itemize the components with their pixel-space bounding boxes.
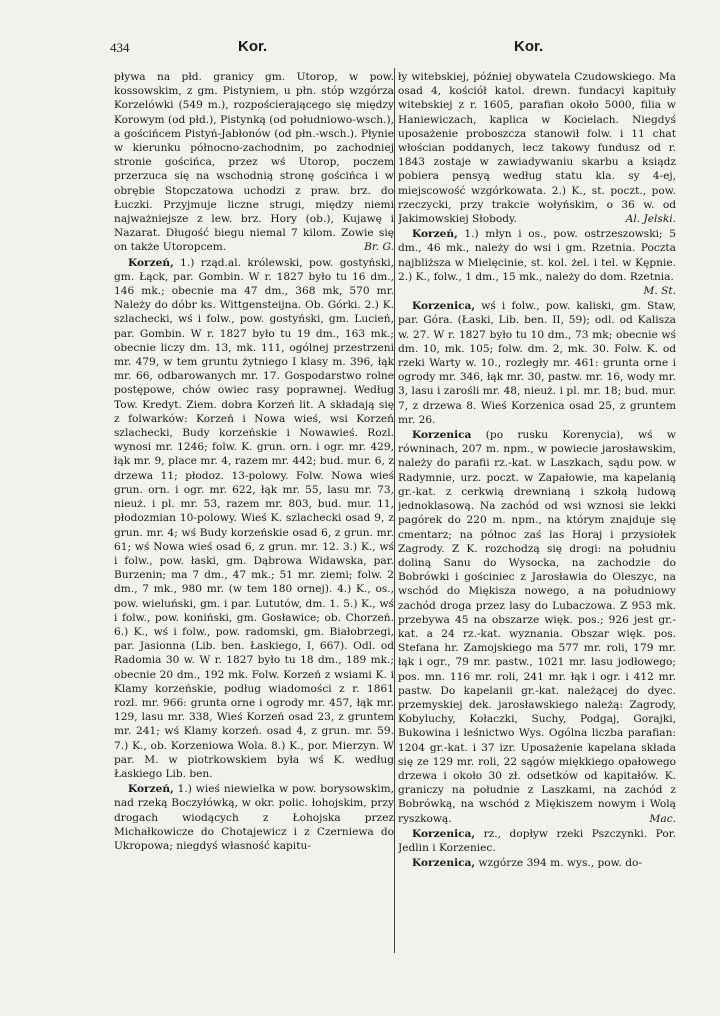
entry-text: (po rusku Korenycia), wś w równinach, 207 m. npm., w powiecie jarosławskim, należy do parafii rz.-kat. w Laszkach, sądu pow. w Radymnie, urz. poczt. w Zapałowie, ma kapelanią gr.-kat. z cerkwią drewnianą i szkołą ludową jednoklasową. Na zachód od wsi wznosi sie lekki pagórek do 220 m. npm., na którym znajduje się cmentarz; na północ zaś las Horaj i przysiołek Zagrody. Z K. rozchodzą się drogi: na południu doliną Sanu do Wysocka, na zachodzie do Bobrówki i gościniec z Jarosławia do Oleszyc, na wschód do Miękisza nowego, a na południowy zachód droga przez lasy do Lubaczowa. Z 953 mk. przebywa 45 na obszarze więk. pos.; 926 jest gr.-kat. a 24 rz.-kat. wyznania. Obszar więk. pos. Stefana hr. Zamojskiego ma 577 mr. roli, 179 mr. łąk i ogr., 79 mr. pastw., 1021 mr. lasu jodłowego; pos. mn. 116 mr. roli, 241 mr. łąk i ogr. i 412 mr. pastw. Do kapelanii gr.-kat. należącej do dyec. przemyskiej dek. jarosławskiego należą: Zagrody, Kobyluchy, Kołaczki, Suchy, Podgaj, Gorajki, Bukowina i leśnictwo Wys. Ogólna liczba parafian: 1204 gr.-kat. i 37 izr. Uposażenie kapelana składa się ze 129 mr. roli, 22 sągów miękkiego opałowego drzewa i około 30 zł. odsetków od kapitałów. K. graniczy na południe z Laszkami, na zachód z Bobrówką, na wschód z Miękiszem nowym i Wolą ryszkową.: [398, 429, 676, 825]
right-column: [398, 70, 676, 955]
dictionary-entry: [398, 856, 676, 870]
entry-text: 1.) młyn i os., pow. ostrzeszowski; 5 dm., 46 mk., należy do wsi i gm. Rzetnia. Poczta najbliższa w Mielęcinie, st. kol. żel. i tel. w Kępnie. 2.) K., folw., 1 dm., 15 mk., należy do dom. Rzetnia.: [398, 228, 676, 283]
entry-text: rz., dopływ rzeki Pszczynki. Por. Jedlin i Korzeniec.: [398, 827, 676, 854]
author-signature: M. St.: [643, 285, 676, 298]
entry-text: 1.) rząd.al. królewski, pow. gostyński, gm. Łąck, par. Gombin. W r. 1827 było tu 16 dm., 146 mk.; obecnie ma 47 dm., 368 mk, 570 mr. Należy do dóbr ks. Wittgensteijna. Ob. Górki. 2.) K. szlachecki, wś i folw., pow. gostyński, gm. Lucień, par. Gombin. W r. 1827 było tu 19 dm., 163 mk.; obecnie liczy dm. 13, mk. 111, ogólnej przestrzeni mr. 479, w tem gruntu żytniego I klasy m. 396, łąk mr. 66, odbarowanych mr. 17. Gospodarstwo rolne postępowe, chów owiec rasy poprawnej. Według Tow. Kredyt. Ziem. dobra Korzeń lit. A składają się z folwarków: Korzeń i Nowa wieś, wsi Korzeń szlachecki, Budy korzeńskie i Nowawieś. Rozl. wynosi mr. 1246; folw. K. grun. orn. i ogr. mr. 429, łąk mr. 9, place mr. 4, razem mr. 442; bud. mur. 6, z drzewa 11; płodoz. 13-polowy. Folw. Nowa wieś grun. orn. i ogr. mr. 622, łąk mr. 55, lasu mr. 73, nieuż. i pl. mr. 53, razem mr. 803, bud. mur. 11, płodozmian 10-polowy. Wieś K. szlachecki osad 9, z grun. mr. 4; wś Budy korzeńskie osad 6, z grun. mr. 61; wś Nowa wieś osad 6, z grun. mr. 12. 3.) K., wś i folw., pow. łaski, gm. Dąbrowa Widawska, par. Burzenin; ma 7 dm., 47 mk.; 51 mr. ziemi; folw. 2 dm., 7 mk., 980 mr. (w tem 180 ornej). 4.) K., os., pow. wieluński, gm. i par. Lututów, dm. 1. 5.) K., wś i folw., pow. koniński, gm. Gosławice; ob. Chorzeń. 6.) K., wś i folw., pow. radomski, gm. Białobrzegi, par. Jasionna (Lib. ben. Łaskiego, I, 667). Odl. od Radomia 30 w. W r. 1827 było tu 18 dm., 189 mk.; obecnie 20 dm., 192 mk. Folw. Korzeń z wsiami K. i Klamy korzeńskie, podług wiadomości z r. 1861 rozl. mr. 966: grunta orne i ogrody mr. 457, łąk mr. 129, lasu mr. 338, Wieś Korzeń osad 23, z gruntem mr. 241; wś Klamy korzeń. osad 4, z grun. mr. 59. 7.) K., ob. Korzeniowa Wola. 8.) K., por. Mierzyn. W par. M. w piotrkowskiem była wś K. według Łaskiego Lib. ben.: [114, 256, 394, 780]
column-divider: [394, 68, 395, 953]
entry-headword: Korzeń,: [128, 783, 174, 796]
dictionary-entry: [398, 227, 676, 298]
entry-text: pływa na płd. granicy gm. Utorop, w pow. kossowskim, z gm. Pistyniem, u płn. stóp wzgórza Korzelówki (549 m.), rozpościerającego się między Korowym (od płd.), Pistynką (od południowo-wsch.), a gościńcem Pistyń-Jabłonów (od płn.-wsch.). Płynie w kierunku północno-zachodnim, po zachodniej stronie gościńca, przez wś Utorop, poczem przerzuca się na wschodnią stronę gościńca i w obrębie Stopczatowa uchodzi z praw. brz. do Łuczki. Przyjmuje liczne strugi, między niemi najważniejsze z lew. brz. Hory (ob.), Kujawę i Nazarat. Długość biegu niemal 7 kilom. Zowie się on także Utoropcem.: [114, 71, 394, 254]
entry-headword: Korzenica,: [412, 827, 476, 840]
page-number: 434: [110, 40, 130, 55]
entry-text: wzgórze 394 m. wys., pow. do-: [475, 857, 642, 870]
dictionary-entry: [398, 70, 676, 226]
dictionary-entry: [114, 256, 394, 782]
author-signature: Br. G.: [364, 241, 394, 254]
dictionary-entry: [114, 70, 394, 255]
entry-text: wś i folw., pow. kaliski, gm. Staw, par. Góra. (Łaski, Lib. ben. II, 59); odl. od Kalisza w. 27. W r. 1827 było tu 10 dm., 73 mk; obecnie wś dm. 10, mk. 105; folw. dm. 2, mk. 30. Folw. K. od rzeki Warty w. 10., rozległy mr. 461: grunta orne i ogrody mr. 346, łąk mr. 30, pastw. mr. 16, wody mr. 3, lasu i zarośli mr. 48, nieuż. i pl. mr. 18; bud. mur. 7, z drzewa 8. Wieś Korzenica osad 25, z gruntem mr. 26.: [398, 300, 676, 426]
dictionary-entry: [398, 428, 676, 826]
author-signature: Al. Jelski.: [625, 213, 676, 226]
entry-headword: Korzenica,: [412, 300, 476, 313]
entry-headword: Korzeń,: [128, 256, 174, 269]
left-column: [114, 70, 394, 955]
author-signature: Mac.: [649, 812, 676, 825]
page-header: [110, 38, 676, 62]
entry-headword: Korzenica,: [412, 857, 476, 870]
entry-headword: Korzeń,: [412, 228, 458, 241]
dictionary-entry: [398, 299, 676, 427]
right-running-head: Kor.: [514, 38, 544, 55]
dictionary-entry: [398, 827, 676, 855]
dictionary-entry: [114, 782, 394, 853]
left-running-head: Kor.: [238, 38, 268, 55]
entry-text: ły witebskiej, później obywatela Czudowskiego. Ma osad 4, kościół katol. drewn. fundacyi kapituły witebskiej z r. 1605, parafian około 5000, filia w Haniewiczach, kaplica w Kocielach. Niegdyś uposażenie proboszcza stanowił folw. i 11 chat włościan poddanych, lecz takowy fundusz od r. 1843 zostaje w zawiadywaniu skarbu a ksiądz pobiera pensyą według statu kla. sy 4-ej, miejscowość wzgórkowata. 2.) K., st. poczt., pow. rzeczycki, przy trakcie wołyńskim, o 36 w. od Jakimowskiej Słobody.: [398, 71, 676, 226]
entry-headword: Korzenica: [412, 429, 472, 442]
entry-text: 1.) wieś niewielka w pow. borysowskim, nad rzeką Boczyłówką, w okr. polic. łohojskim, przy drogach wiodących z Łohojska przez Michałkowicze do Chotajewicz i z Czerniewa do Ukropowa; niegdyś własność kapitu-: [114, 783, 394, 852]
